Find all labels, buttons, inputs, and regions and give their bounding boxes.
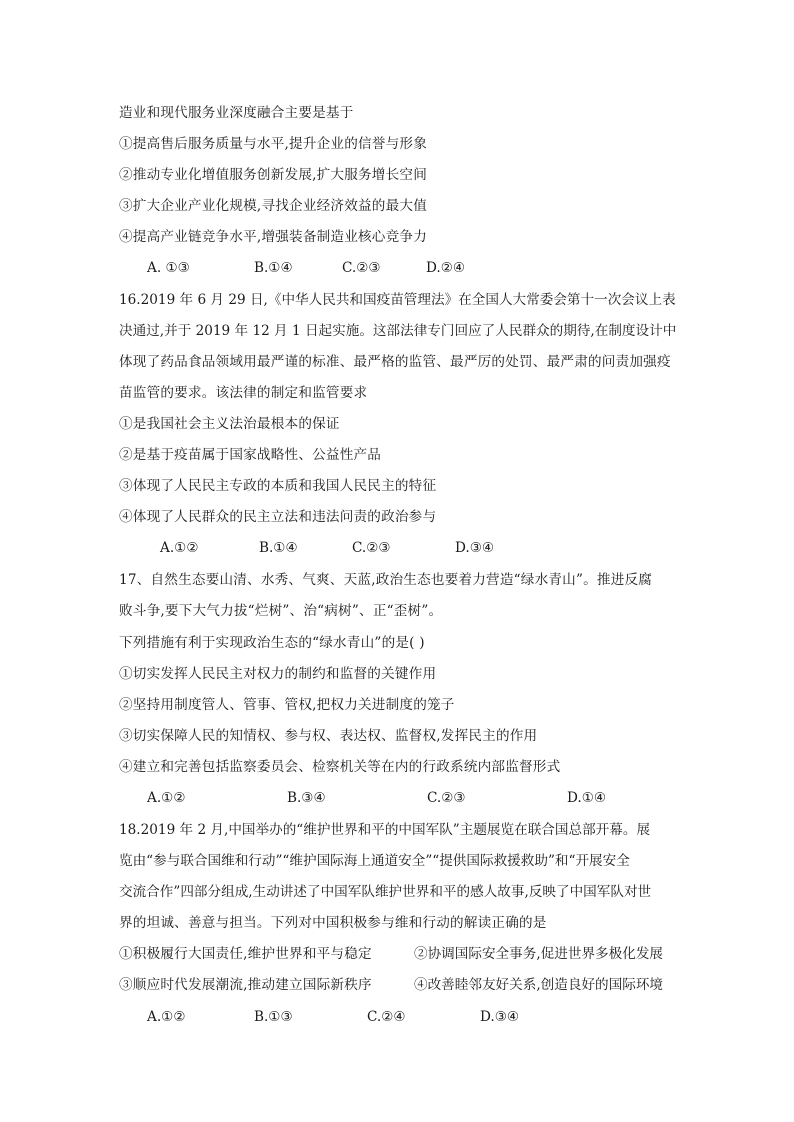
q17-item-3: ③切实保障人民的知情权、参与权、表达权、监督权,发挥民主的作用 <box>119 728 538 744</box>
q17-item-1: ①切实发挥人民民主对权力的制约和监督的关键作用 <box>119 666 437 682</box>
q15-option-d: D.②④ <box>426 260 466 276</box>
q18-item-4: ④改善睦邻友好关系,创造良好的国际环境 <box>414 977 664 993</box>
q17-option-a: A.①② <box>147 790 186 806</box>
q18-item-3: ③顺应时代发展潮流,推动建立国际新秩序 <box>119 977 372 993</box>
q18-item-1: ①积极履行大国责任,维护世界和平与稳定 <box>119 946 372 962</box>
q15-item-3: ③扩大企业产业化规模,寻找企业经济效益的最大值 <box>119 198 427 214</box>
q17-stem-line-3: 下列措施有利于实现政治生态的“绿水青山”的是( ) <box>119 635 425 651</box>
q17-item-4: ④建立和完善包括监察委员会、检察机关等在内的行政系统内部监督形式 <box>119 759 561 775</box>
q16-option-a: A.①② <box>160 540 199 556</box>
q18-option-c: C.②④ <box>367 1009 406 1025</box>
q18-option-a: A.①② <box>147 1009 186 1025</box>
q18-option-d: D.③④ <box>480 1009 520 1025</box>
q18-stem-line-1: 18.2019 年 2 月,中国举办的“维护世界和平的中国军队”主题展览在联合国总部开幕。展 <box>119 822 651 838</box>
q17-option-b: B.③④ <box>287 790 326 806</box>
q16-option-b: B.①④ <box>259 540 298 556</box>
q16-option-d: D.③④ <box>455 540 495 556</box>
q16-option-c: C.②③ <box>352 540 391 556</box>
q18-stem-line-3: 交流合作”四部分组成,生动讲述了中国军队维护世界和平的感人故事,反映了中国军队对世 <box>119 884 652 900</box>
q15-item-4: ④提高产业链竞争水平,增强装备制造业核心竞争力 <box>119 229 427 245</box>
q17-option-c: C.②③ <box>427 790 466 806</box>
q15-item-1: ①提高售后服务质量与水平,提升企业的信誉与形象 <box>119 136 427 152</box>
q16-stem-line-2: 决通过,并于 2019 年 12 月 1 日起实施。这部法律专门回应了人民群众的期待,在制度设计中 <box>119 323 677 339</box>
q18-item-2: ②协调国际安全事务,促进世界多极化发展 <box>414 946 664 962</box>
q17-item-2: ②坚持用制度管人、管事、管权,把权力关进制度的笼子 <box>119 697 455 713</box>
q18-stem-line-4: 界的坦诚、善意与担当。下列对中国积极参与维和行动的解读正确的是 <box>119 915 547 931</box>
q16-stem-line-4: 苗监管的要求。该法律的制定和监管要求 <box>119 385 368 401</box>
q16-item-1: ①是我国社会主义法治最根本的保证 <box>119 416 340 432</box>
q17-stem-line-1: 17、自然生态要山清、水秀、气爽、天蓝,政治生态也要着力营造“绿水青山”。推进反腐 <box>119 572 653 588</box>
q18-stem-line-2: 览由“参与联合国维和行动”“维护国际海上通道安全”“提供国际救援救助”和“开展安全 <box>119 853 630 869</box>
q15-stem-tail: 造业和现代服务业深度融合主要是基于 <box>119 105 354 121</box>
q16-stem-line-3: 体现了药品食品领域用最严谨的标准、最严格的监管、最严厉的处罚、最严肃的问责加强疫 <box>119 354 671 370</box>
q15-item-2: ②推动专业化增值服务创新发展,扩大服务增长空间 <box>119 167 427 183</box>
q15-option-b: B.①④ <box>254 260 293 276</box>
q17-stem-line-2: 败斗争,要下大气力拔“烂树”、治“病树”、正“歪树”。 <box>119 603 443 619</box>
q17-option-d: D.①④ <box>567 790 607 806</box>
q15-option-c: C.②③ <box>342 260 381 276</box>
q16-item-2: ②是基于疫苗属于国家战略性、公益性产品 <box>119 447 382 463</box>
q16-item-4: ④体现了人民群众的民主立法和违法问责的政治参与 <box>119 509 437 525</box>
q16-stem-line-1: 16.2019 年 6 月 29 日,《中华人民共和国疫苗管理法》在全国人大常委会第十一次会议上表 <box>119 292 676 308</box>
q18-option-b: B.①③ <box>254 1009 293 1025</box>
q15-option-a: A. ①③ <box>147 260 190 276</box>
q16-item-3: ③体现了人民民主专政的本质和我国人民民主的特征 <box>119 478 437 494</box>
